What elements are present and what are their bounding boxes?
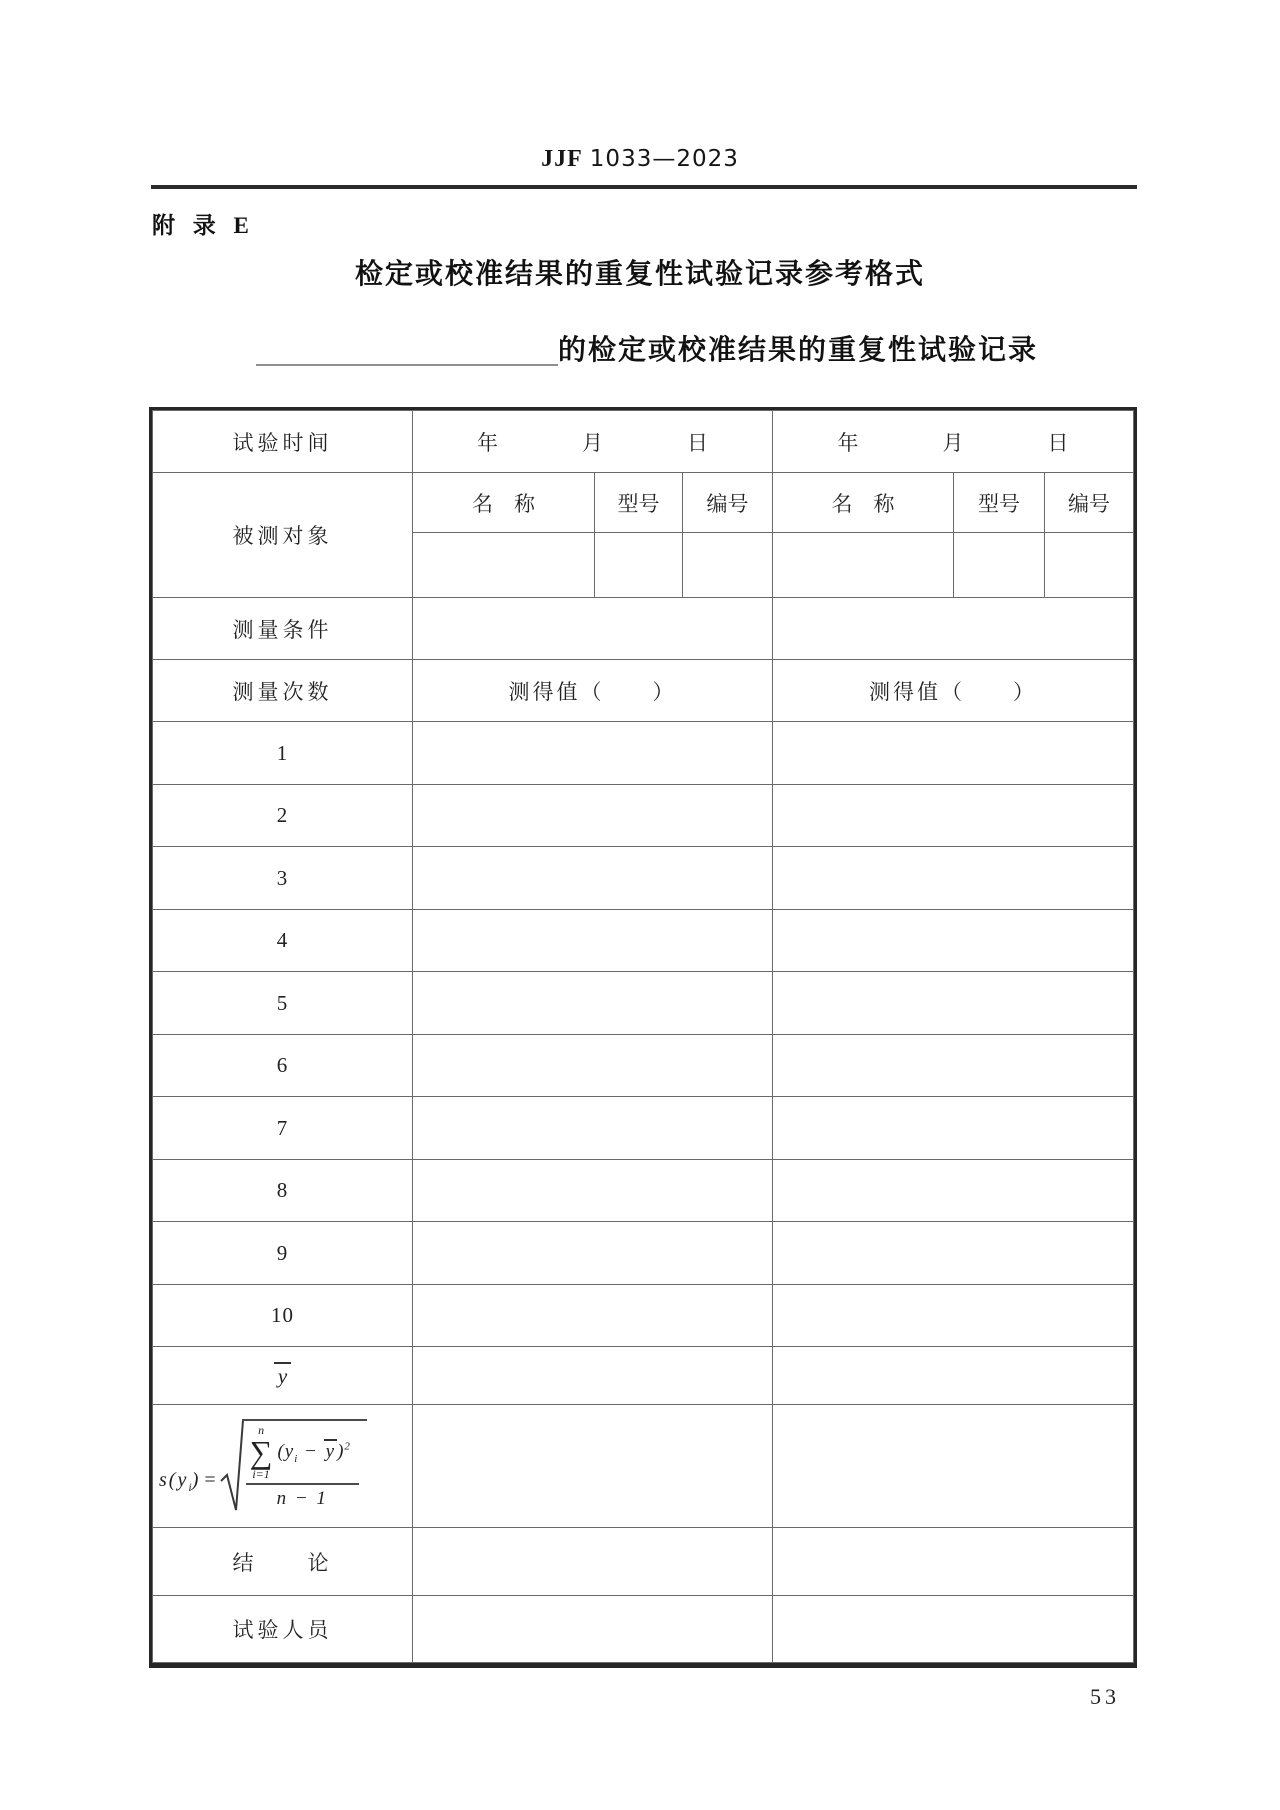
empty-cell bbox=[773, 598, 1134, 660]
cell-date-right: 年 月 日 bbox=[773, 411, 1134, 473]
empty-cell bbox=[773, 1347, 1134, 1405]
label-mean bbox=[153, 1347, 413, 1405]
page-title: 检定或校准结果的重复性试验记录参考格式 bbox=[354, 259, 925, 290]
header-model-right: 型号 bbox=[954, 473, 1045, 533]
empty-cell bbox=[773, 1528, 1134, 1596]
square-root bbox=[220, 1419, 367, 1513]
empty-cell bbox=[413, 785, 773, 847]
measurement-index: 10 bbox=[153, 1285, 413, 1347]
label-test-time: 试验时间 bbox=[153, 411, 413, 473]
running-head bbox=[0, 146, 1280, 173]
row-measurement-3 bbox=[153, 847, 1134, 910]
page-number: 53 bbox=[1090, 1684, 1120, 1709]
formula-lhs: $s(y_i)$ = bbox=[159, 1469, 218, 1494]
row-measurement-9 bbox=[153, 1222, 1134, 1285]
label-measure-count: 测量次数 bbox=[153, 660, 413, 722]
empty-cell bbox=[773, 533, 954, 598]
y-bar-symbol: y bbox=[325, 1441, 336, 1463]
empty-cell bbox=[773, 722, 1134, 785]
row-personnel bbox=[153, 1596, 1134, 1663]
numerator bbox=[246, 1424, 359, 1485]
measurement-index: 3 bbox=[153, 847, 413, 910]
empty-cell bbox=[413, 533, 595, 598]
fraction bbox=[246, 1424, 359, 1510]
empty-cell bbox=[413, 910, 773, 972]
summation: n ∑ i=1 bbox=[249, 1423, 273, 1481]
header-name-right: 名 称 bbox=[773, 473, 954, 533]
repeatability-record-table bbox=[152, 410, 1134, 1663]
measurement-index: 5 bbox=[153, 972, 413, 1035]
stddev-formula bbox=[159, 1419, 410, 1513]
measurement-index: 4 bbox=[153, 910, 413, 972]
row-stddev bbox=[153, 1405, 1134, 1528]
row-measurement-7 bbox=[153, 1097, 1134, 1160]
record-table-frame bbox=[149, 407, 1137, 1668]
header-rule bbox=[151, 185, 1137, 189]
empty-cell bbox=[773, 1035, 1134, 1097]
radical-sign-icon bbox=[220, 1419, 244, 1513]
empty-cell bbox=[773, 1097, 1134, 1160]
label-conditions: 测量条件 bbox=[153, 598, 413, 660]
subtitle-line bbox=[256, 330, 1038, 369]
row-measurement-1 bbox=[153, 722, 1134, 785]
radicand bbox=[242, 1419, 367, 1510]
measurement-index: 9 bbox=[153, 1222, 413, 1285]
empty-cell bbox=[413, 1222, 773, 1285]
label-personnel: 试验人员 bbox=[153, 1596, 413, 1663]
sigma-symbol: ∑ bbox=[249, 1434, 273, 1471]
empty-cell bbox=[683, 533, 773, 598]
empty-cell bbox=[413, 1097, 773, 1160]
empty-cell bbox=[413, 1596, 773, 1663]
squared-deviation-term: ($y_i - y$ )$^2$ bbox=[277, 1441, 351, 1466]
empty-cell bbox=[773, 847, 1134, 910]
fill-in-blank bbox=[256, 330, 558, 366]
standard-number: 1033—2023 bbox=[589, 146, 739, 172]
empty-cell bbox=[1045, 533, 1134, 598]
empty-cell bbox=[773, 1405, 1134, 1528]
empty-cell bbox=[413, 1528, 773, 1596]
row-conclusion bbox=[153, 1528, 1134, 1596]
row-mean bbox=[153, 1347, 1134, 1405]
denominator: n − 1 bbox=[276, 1487, 328, 1509]
empty-cell bbox=[773, 1222, 1134, 1285]
label-measured-object: 被测对象 bbox=[153, 473, 413, 598]
standard-code: JJF bbox=[541, 146, 583, 172]
measurement-index: 1 bbox=[153, 722, 413, 785]
empty-cell bbox=[413, 1347, 773, 1405]
header-measured-value-left: 测得值（ ） bbox=[413, 660, 773, 722]
row-measurement-4 bbox=[153, 910, 1134, 972]
empty-cell bbox=[773, 1285, 1134, 1347]
label-stddev-formula bbox=[153, 1405, 413, 1528]
row-measurement-5 bbox=[153, 972, 1134, 1035]
measurement-index: 7 bbox=[153, 1097, 413, 1160]
row-test-time bbox=[153, 411, 1134, 473]
appendix-heading: 附 录 E bbox=[152, 213, 255, 238]
empty-cell bbox=[413, 1035, 773, 1097]
row-conditions bbox=[153, 598, 1134, 660]
empty-cell bbox=[413, 972, 773, 1035]
empty-cell bbox=[773, 910, 1134, 972]
row-measurement-2 bbox=[153, 785, 1134, 847]
y-bar-symbol: y bbox=[274, 1362, 291, 1387]
row-measurement-6 bbox=[153, 1035, 1134, 1097]
measurement-index: 6 bbox=[153, 1035, 413, 1097]
measurement-index: 2 bbox=[153, 785, 413, 847]
empty-cell bbox=[773, 1160, 1134, 1222]
empty-cell bbox=[413, 1160, 773, 1222]
empty-cell bbox=[413, 847, 773, 910]
empty-cell bbox=[413, 1405, 773, 1528]
label-conclusion: 结 论 bbox=[153, 1528, 413, 1596]
header-serial-right: 编号 bbox=[1045, 473, 1134, 533]
measurement-index: 8 bbox=[153, 1160, 413, 1222]
empty-cell bbox=[413, 598, 773, 660]
empty-cell bbox=[773, 785, 1134, 847]
empty-cell bbox=[773, 972, 1134, 1035]
header-serial-left: 编号 bbox=[683, 473, 773, 533]
empty-cell bbox=[954, 533, 1045, 598]
header-name-left: 名 称 bbox=[413, 473, 595, 533]
row-object-headers bbox=[153, 473, 1134, 533]
subtitle-text: 的检定或校准结果的重复性试验记录 bbox=[558, 334, 1039, 366]
row-measurement-8 bbox=[153, 1160, 1134, 1222]
row-measurement-10 bbox=[153, 1285, 1134, 1347]
row-count-header bbox=[153, 660, 1134, 722]
header-measured-value-right: 测得值（ ） bbox=[773, 660, 1134, 722]
empty-cell bbox=[595, 533, 683, 598]
empty-cell bbox=[773, 1596, 1134, 1663]
empty-cell bbox=[413, 1285, 773, 1347]
cell-date-left: 年 月 日 bbox=[413, 411, 773, 473]
empty-cell bbox=[413, 722, 773, 785]
header-model-left: 型号 bbox=[595, 473, 683, 533]
